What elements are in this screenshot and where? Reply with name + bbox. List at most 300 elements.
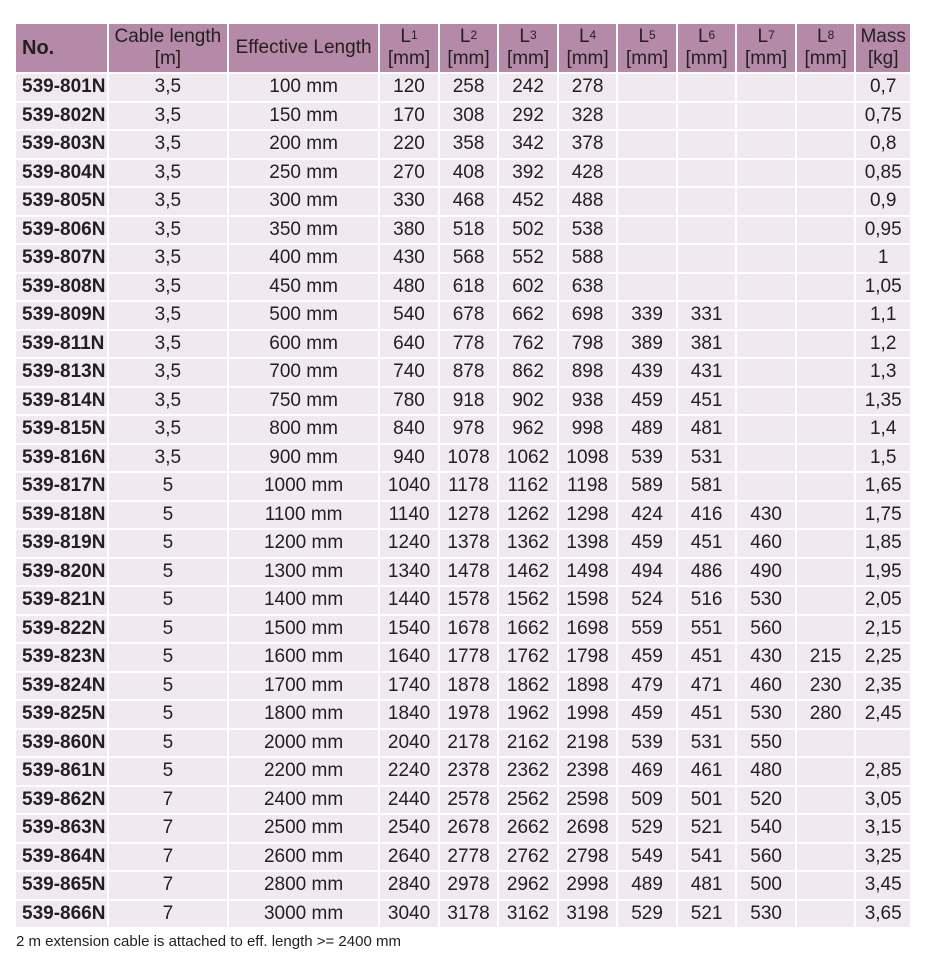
cell-l4: 538: [559, 217, 617, 244]
cell-effective-length: 500 mm: [229, 302, 378, 329]
table-row: [16, 131, 910, 158]
cell-mass: 3,15: [856, 815, 910, 842]
cell-no: 539-805N: [16, 188, 107, 215]
table-body: [16, 74, 910, 927]
header-l7-sup: 7: [768, 28, 775, 42]
cell-effective-length: 400 mm: [229, 245, 378, 272]
cell-cable-length: 3,5: [109, 160, 227, 187]
cell-l2: 1078: [440, 445, 498, 472]
cell-mass: 3,65: [856, 901, 910, 928]
cell-l7: [737, 103, 795, 130]
table-row: [16, 815, 910, 842]
cell-l7: 530: [737, 587, 795, 614]
cell-cable-length: 5: [109, 758, 227, 785]
cell-no: 539-864N: [16, 844, 107, 871]
cell-l5: [618, 74, 676, 101]
cell-l3: 862: [499, 359, 557, 386]
header-mass-label: Mass: [860, 26, 906, 47]
cell-l5: 559: [618, 616, 676, 643]
cell-mass: 0,75: [856, 103, 910, 130]
cell-l5: [618, 274, 676, 301]
cell-l1: 1040: [380, 473, 438, 500]
cell-l8: [797, 331, 855, 358]
cell-no: 539-802N: [16, 103, 107, 130]
cell-l7: [737, 445, 795, 472]
cell-l6: 486: [678, 559, 736, 586]
cell-effective-length: 900 mm: [229, 445, 378, 472]
cell-mass: 1,1: [856, 302, 910, 329]
cell-l7: 490: [737, 559, 795, 586]
cell-l2: 468: [440, 188, 498, 215]
cell-l8: [797, 616, 855, 643]
cell-l5: 389: [618, 331, 676, 358]
table-row: [16, 616, 910, 643]
cell-l8: [797, 416, 855, 443]
header-l8: [797, 24, 855, 72]
cell-cable-length: 3,5: [109, 274, 227, 301]
table-row: [16, 217, 910, 244]
cell-effective-length: 2500 mm: [229, 815, 378, 842]
cell-l7: 530: [737, 701, 795, 728]
header-l2: [440, 24, 498, 72]
cell-l1: 170: [380, 103, 438, 130]
cell-cable-length: 3,5: [109, 388, 227, 415]
header-l2-unit: [mm]: [447, 48, 490, 69]
header-row: [16, 24, 910, 72]
cell-l7: [737, 274, 795, 301]
table-row: [16, 644, 910, 671]
cell-l5: 539: [618, 730, 676, 757]
cell-effective-length: 1700 mm: [229, 673, 378, 700]
header-l8-unit: [mm]: [804, 48, 847, 69]
cell-l1: 270: [380, 160, 438, 187]
table-row: [16, 730, 910, 757]
cell-l1: 1540: [380, 616, 438, 643]
cell-l1: 1640: [380, 644, 438, 671]
header-l1: [380, 24, 438, 72]
cell-l6: 331: [678, 302, 736, 329]
cell-mass: 3,25: [856, 844, 910, 871]
header-l3-unit: [mm]: [506, 48, 550, 69]
cell-l6: 381: [678, 331, 736, 358]
cell-l3: 1862: [499, 673, 557, 700]
cell-cable-length: 3,5: [109, 331, 227, 358]
cell-effective-length: 1600 mm: [229, 644, 378, 671]
cell-l3: 2562: [499, 787, 557, 814]
header-effective-length: Effective Length: [229, 24, 378, 72]
cell-l6: [678, 160, 736, 187]
cell-mass: 2,35: [856, 673, 910, 700]
cell-l2: 1178: [440, 473, 498, 500]
cell-l1: 840: [380, 416, 438, 443]
cell-no: 539-825N: [16, 701, 107, 728]
cell-l4: 488: [559, 188, 617, 215]
cell-no: 539-860N: [16, 730, 107, 757]
header-l7: [737, 24, 795, 72]
cell-l7: 430: [737, 502, 795, 529]
cell-l1: 2440: [380, 787, 438, 814]
table-row: [16, 530, 910, 557]
cell-no: 539-811N: [16, 331, 107, 358]
cell-l2: 1578: [440, 587, 498, 614]
cell-mass: 1: [856, 245, 910, 272]
cell-l3: 1162: [499, 473, 557, 500]
footnote: 2 m extension cable is attached to eff. length >= 2400 mm: [16, 933, 401, 950]
cell-mass: 1,65: [856, 473, 910, 500]
cell-l6: 581: [678, 473, 736, 500]
cell-effective-length: 2400 mm: [229, 787, 378, 814]
cell-mass: 2,05: [856, 587, 910, 614]
cell-l5: 459: [618, 644, 676, 671]
cell-l5: 524: [618, 587, 676, 614]
cell-l6: [678, 74, 736, 101]
cell-l6: [678, 131, 736, 158]
cell-l5: 549: [618, 844, 676, 871]
cell-mass: 1,05: [856, 274, 910, 301]
cell-l7: 500: [737, 872, 795, 899]
cell-l4: 2598: [559, 787, 617, 814]
header-l8-letter: L: [817, 26, 828, 47]
cell-l2: 918: [440, 388, 498, 415]
cell-l5: 529: [618, 815, 676, 842]
cell-l3: 552: [499, 245, 557, 272]
cell-l1: 640: [380, 331, 438, 358]
cell-effective-length: 2000 mm: [229, 730, 378, 757]
cell-l3: 242: [499, 74, 557, 101]
cell-no: 539-862N: [16, 787, 107, 814]
header-l1-unit: [mm]: [387, 48, 431, 69]
cell-l4: 588: [559, 245, 617, 272]
cell-effective-length: 1300 mm: [229, 559, 378, 586]
cell-l6: 551: [678, 616, 736, 643]
cell-l2: 1478: [440, 559, 498, 586]
cell-cable-length: 7: [109, 872, 227, 899]
cell-l5: 459: [618, 530, 676, 557]
cell-l4: 2198: [559, 730, 617, 757]
cell-l2: 2678: [440, 815, 498, 842]
cell-l3: 902: [499, 388, 557, 415]
cell-l2: 618: [440, 274, 498, 301]
cell-cable-length: 3,5: [109, 74, 227, 101]
cell-no: 539-821N: [16, 587, 107, 614]
cell-l4: 1198: [559, 473, 617, 500]
table-row: [16, 673, 910, 700]
header-l2-letter: L: [459, 26, 471, 47]
cell-l3: 1462: [499, 559, 557, 586]
cell-l7: 530: [737, 901, 795, 928]
header-l5: [618, 24, 676, 72]
cell-effective-length: 750 mm: [229, 388, 378, 415]
cell-mass: 1,85: [856, 530, 910, 557]
header-l6-unit: [mm]: [685, 48, 728, 69]
cell-mass: 2,25: [856, 644, 910, 671]
header-l7-unit: [mm]: [745, 48, 788, 69]
cell-l5: 589: [618, 473, 676, 500]
cell-l3: 3162: [499, 901, 557, 928]
cell-mass: 0,85: [856, 160, 910, 187]
cell-l6: 516: [678, 587, 736, 614]
cell-mass: 0,9: [856, 188, 910, 215]
cell-l2: 518: [440, 217, 498, 244]
cell-l7: 560: [737, 616, 795, 643]
cell-l1: 480: [380, 274, 438, 301]
cell-cable-length: 3,5: [109, 103, 227, 130]
cell-effective-length: 800 mm: [229, 416, 378, 443]
cell-l3: 2662: [499, 815, 557, 842]
cell-effective-length: 350 mm: [229, 217, 378, 244]
table-row: [16, 245, 910, 272]
cell-l7: 540: [737, 815, 795, 842]
cell-l6: 541: [678, 844, 736, 871]
cell-effective-length: 2200 mm: [229, 758, 378, 785]
table-row: [16, 302, 910, 329]
cell-effective-length: 1800 mm: [229, 701, 378, 728]
cell-l1: 740: [380, 359, 438, 386]
cell-l1: 3040: [380, 901, 438, 928]
cell-cable-length: 5: [109, 644, 227, 671]
cell-l2: 778: [440, 331, 498, 358]
cell-l8: [797, 787, 855, 814]
table-row: [16, 388, 910, 415]
cell-cable-length: 3,5: [109, 188, 227, 215]
header-l1-sup: 1: [410, 28, 418, 42]
cell-l4: 998: [559, 416, 617, 443]
cell-effective-length: 1500 mm: [229, 616, 378, 643]
cell-effective-length: 150 mm: [229, 103, 378, 130]
cell-l3: 662: [499, 302, 557, 329]
cell-l5: 339: [618, 302, 676, 329]
table-row: [16, 74, 910, 101]
cell-l8: [797, 160, 855, 187]
cell-l1: 1840: [380, 701, 438, 728]
cell-l2: 678: [440, 302, 498, 329]
cell-l6: 521: [678, 901, 736, 928]
cell-l2: 2778: [440, 844, 498, 871]
cell-no: 539-807N: [16, 245, 107, 272]
cell-l6: 501: [678, 787, 736, 814]
cell-l1: 540: [380, 302, 438, 329]
cell-l8: 230: [797, 673, 855, 700]
cell-l4: 898: [559, 359, 617, 386]
cell-no: 539-823N: [16, 644, 107, 671]
cell-l4: 2698: [559, 815, 617, 842]
cell-no: 539-863N: [16, 815, 107, 842]
cell-no: 539-813N: [16, 359, 107, 386]
table-row: [16, 587, 910, 614]
cell-l6: 451: [678, 530, 736, 557]
cell-effective-length: 250 mm: [229, 160, 378, 187]
cell-effective-length: 1100 mm: [229, 502, 378, 529]
cell-l8: [797, 359, 855, 386]
header-cable-length: [109, 24, 227, 72]
cell-effective-length: 1400 mm: [229, 587, 378, 614]
cell-effective-length: 1200 mm: [229, 530, 378, 557]
cell-cable-length: 3,5: [109, 416, 227, 443]
cell-l7: [737, 388, 795, 415]
cell-mass: 3,05: [856, 787, 910, 814]
cell-l5: [618, 103, 676, 130]
cell-cable-length: 5: [109, 730, 227, 757]
cell-l6: [678, 217, 736, 244]
table-row: [16, 701, 910, 728]
cell-l1: 430: [380, 245, 438, 272]
cell-l6: 521: [678, 815, 736, 842]
cell-l3: 1962: [499, 701, 557, 728]
cell-l5: [618, 160, 676, 187]
table-row: [16, 416, 910, 443]
cell-l4: 698: [559, 302, 617, 329]
table-row: [16, 502, 910, 529]
cell-l5: 539: [618, 445, 676, 472]
cell-no: 539-816N: [16, 445, 107, 472]
cell-effective-length: 100 mm: [229, 74, 378, 101]
cell-l4: 2798: [559, 844, 617, 871]
cell-l4: 328: [559, 103, 617, 130]
cell-no: 539-865N: [16, 872, 107, 899]
cell-l7: 480: [737, 758, 795, 785]
cell-cable-length: 7: [109, 844, 227, 871]
cell-l1: 2840: [380, 872, 438, 899]
cell-l8: [797, 587, 855, 614]
cell-mass: 1,75: [856, 502, 910, 529]
cell-l1: 1340: [380, 559, 438, 586]
cell-l3: 1062: [499, 445, 557, 472]
cell-l4: 1498: [559, 559, 617, 586]
cell-l3: 392: [499, 160, 557, 187]
header-cable-length-unit: [m]: [154, 48, 182, 69]
header-cable-length-label: Cable length: [114, 26, 222, 47]
cell-l5: 469: [618, 758, 676, 785]
cell-l1: 2540: [380, 815, 438, 842]
cell-l7: [737, 331, 795, 358]
cell-cable-length: 3,5: [109, 359, 227, 386]
cell-mass: 0,7: [856, 74, 910, 101]
cell-l6: [678, 274, 736, 301]
cell-l5: 424: [618, 502, 676, 529]
cell-mass: 2,15: [856, 616, 910, 643]
cell-l3: 1662: [499, 616, 557, 643]
cell-mass: 0,95: [856, 217, 910, 244]
cell-l6: [678, 103, 736, 130]
cell-no: 539-822N: [16, 616, 107, 643]
cell-cable-length: 5: [109, 673, 227, 700]
cell-no: 539-817N: [16, 473, 107, 500]
cell-mass: 0,8: [856, 131, 910, 158]
cell-mass: [856, 730, 910, 757]
cell-l2: 1878: [440, 673, 498, 700]
cell-l5: [618, 131, 676, 158]
table-row: [16, 274, 910, 301]
header-l8-sup: 8: [827, 28, 835, 42]
cell-l4: 2998: [559, 872, 617, 899]
cell-mass: 2,45: [856, 701, 910, 728]
cell-l8: [797, 445, 855, 472]
cell-l5: 509: [618, 787, 676, 814]
cell-l1: 2640: [380, 844, 438, 871]
cell-mass: 3,45: [856, 872, 910, 899]
header-mass: [856, 24, 910, 72]
header-l4-sup: 4: [589, 28, 597, 42]
cell-effective-length: 600 mm: [229, 331, 378, 358]
table-row: [16, 331, 910, 358]
cell-l5: [618, 188, 676, 215]
cell-l8: [797, 245, 855, 272]
cell-l6: 481: [678, 416, 736, 443]
cell-l5: 489: [618, 872, 676, 899]
cell-cable-length: 5: [109, 616, 227, 643]
cell-l7: 550: [737, 730, 795, 757]
cell-l4: 1698: [559, 616, 617, 643]
cell-cable-length: 3,5: [109, 131, 227, 158]
cell-cable-length: 5: [109, 530, 227, 557]
cell-l1: 1440: [380, 587, 438, 614]
cell-l4: 428: [559, 160, 617, 187]
cell-effective-length: 450 mm: [229, 274, 378, 301]
header-l1-letter: L: [400, 26, 411, 47]
cell-no: 539-824N: [16, 673, 107, 700]
cell-l4: 638: [559, 274, 617, 301]
header-l5-unit: [mm]: [625, 48, 669, 69]
cell-l4: 1598: [559, 587, 617, 614]
table-row: [16, 787, 910, 814]
table-row: [16, 359, 910, 386]
cell-l2: 308: [440, 103, 498, 130]
cell-l5: 494: [618, 559, 676, 586]
cell-l3: 452: [499, 188, 557, 215]
table-row: [16, 844, 910, 871]
spec-table: [14, 22, 912, 929]
cell-l8: [797, 473, 855, 500]
cell-cable-length: 7: [109, 787, 227, 814]
table-row: [16, 103, 910, 130]
cell-l3: 962: [499, 416, 557, 443]
cell-l4: 1998: [559, 701, 617, 728]
cell-l7: [737, 74, 795, 101]
cell-l1: 1740: [380, 673, 438, 700]
table-row: [16, 445, 910, 472]
cell-l8: [797, 188, 855, 215]
cell-l8: [797, 559, 855, 586]
cell-l8: [797, 815, 855, 842]
cell-l1: 2040: [380, 730, 438, 757]
cell-l6: [678, 188, 736, 215]
cell-l2: 878: [440, 359, 498, 386]
cell-l5: 439: [618, 359, 676, 386]
cell-l3: 2162: [499, 730, 557, 757]
header-l6-letter: L: [697, 26, 709, 47]
cell-mass: 1,3: [856, 359, 910, 386]
cell-l8: [797, 388, 855, 415]
cell-l4: 1098: [559, 445, 617, 472]
cell-effective-length: 3000 mm: [229, 901, 378, 928]
cell-cable-length: 3,5: [109, 217, 227, 244]
cell-l8: [797, 901, 855, 928]
cell-l3: 292: [499, 103, 557, 130]
cell-mass: 1,95: [856, 559, 910, 586]
cell-l8: [797, 872, 855, 899]
cell-l8: [797, 302, 855, 329]
cell-l5: 459: [618, 701, 676, 728]
header-l5-sup: 5: [649, 28, 656, 42]
cell-l3: 2962: [499, 872, 557, 899]
cell-l4: 798: [559, 331, 617, 358]
cell-l2: 1978: [440, 701, 498, 728]
cell-l7: 460: [737, 530, 795, 557]
cell-l6: 531: [678, 445, 736, 472]
cell-cable-length: 5: [109, 559, 227, 586]
cell-l5: 459: [618, 388, 676, 415]
cell-l5: [618, 245, 676, 272]
